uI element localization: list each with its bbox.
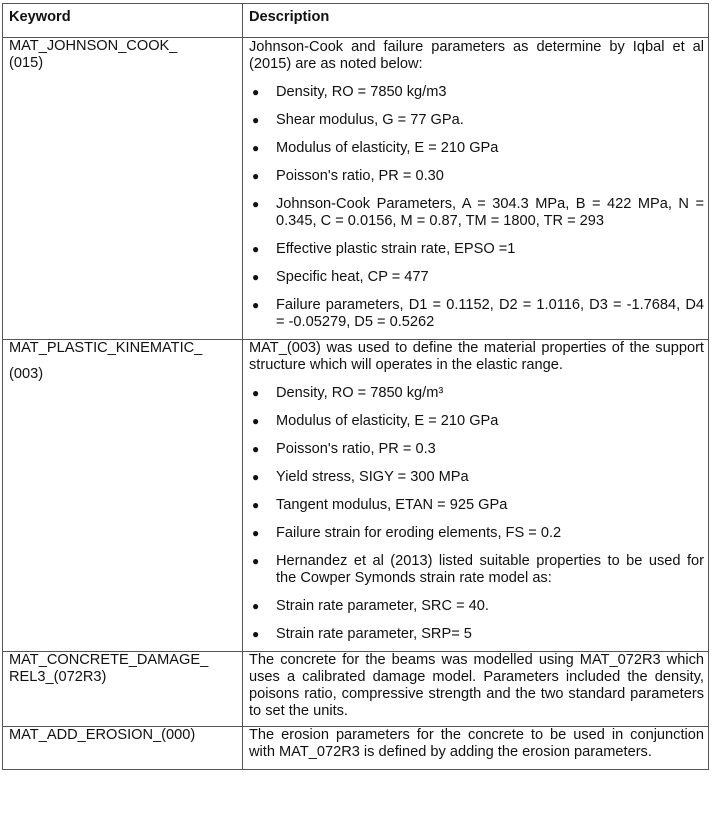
description-cell <box>243 727 709 770</box>
list-item <box>249 598 704 615</box>
list-item-text: Effective plastic strain rate, EPSO =1 <box>276 241 516 257</box>
list-item-text: Hernandez et al (2013) listed suitable properties to be used for the Cowper Symonds strain rate model as: <box>276 553 704 586</box>
list-item-text: Tangent modulus, ETAN = 925 GPa <box>276 497 508 513</box>
list-item <box>249 525 704 542</box>
list-item-text: Yield stress, SIGY = 300 MPa <box>276 469 469 485</box>
list-item-text: Specific heat, CP = 477 <box>276 269 429 285</box>
keyword-cell <box>3 38 243 340</box>
description-intro: The concrete for the beams was modelled using MAT_072R3 which uses a calibrated damage model. Parameters included the density, poisons ratio, compressive strength and the two standard parameters to set the units. <box>249 652 704 719</box>
bullet-dot-icon: ● <box>252 169 260 183</box>
bullet-dot-icon: ● <box>252 197 260 211</box>
list-item-text: Failure strain for eroding elements, FS = 0.2 <box>276 525 562 541</box>
bullet-dot-icon: ● <box>252 85 260 99</box>
list-item-text: Poisson's ratio, PR = 0.30 <box>276 168 444 184</box>
list-item <box>249 241 704 258</box>
keyword-line: MAT_CONCRETE_DAMAGE_ <box>9 652 209 668</box>
description-cell <box>243 340 709 652</box>
list-item <box>249 112 704 129</box>
list-item <box>249 497 704 514</box>
bullet-dot-icon: ● <box>252 270 260 284</box>
bullet-dot-icon: ● <box>252 414 260 428</box>
keyword-cell <box>3 652 243 727</box>
keyword-line: MAT_JOHNSON_COOK_ <box>9 38 178 54</box>
table-row <box>3 652 709 727</box>
bullet-dot-icon: ● <box>252 470 260 484</box>
list-item <box>249 469 704 486</box>
keyword-line: (003) <box>9 366 44 382</box>
bullet-dot-icon: ● <box>252 386 260 400</box>
list-item <box>249 84 704 101</box>
list-item <box>249 196 704 230</box>
description-cell <box>243 652 709 727</box>
list-item-text: Failure parameters, D1 = 0.1152, D2 = 1.0116, D3 = -1.7684, D4 = -0.05279, D5 = 0.5262 <box>276 297 704 330</box>
list-item <box>249 626 704 643</box>
keyword-line: MAT_ADD_EROSION_(000) <box>9 727 196 743</box>
list-item <box>249 553 704 587</box>
list-item-text: Modulus of elasticity, E = 210 GPa <box>276 413 499 429</box>
list-item <box>249 297 704 331</box>
bullet-dot-icon: ● <box>252 599 260 613</box>
bullet-dot-icon: ● <box>252 141 260 155</box>
bullet-list <box>249 84 704 331</box>
bullet-dot-icon: ● <box>252 498 260 512</box>
list-item-text: Poisson's ratio, PR = 0.3 <box>276 441 436 457</box>
list-item <box>249 441 704 458</box>
table-row <box>3 340 709 652</box>
list-item <box>249 140 704 157</box>
keyword-table <box>2 3 709 770</box>
header-row <box>3 4 709 38</box>
keyword-line: MAT_PLASTIC_KINEMATIC_ <box>9 340 203 356</box>
list-item-text: Density, RO = 7850 kg/m³ <box>276 385 444 401</box>
description-intro: Johnson-Cook and failure parameters as determine by Iqbal et al (2015) are as noted below: <box>249 39 704 72</box>
list-item-text: Strain rate parameter, SRC = 40. <box>276 598 489 614</box>
bullet-dot-icon: ● <box>252 298 260 312</box>
bullet-dot-icon: ● <box>252 554 260 568</box>
list-item <box>249 413 704 430</box>
bullet-list <box>249 385 704 643</box>
description-intro: The erosion parameters for the concrete to be used in conjunction with MAT_072R3 is defined by adding the erosion parameters. <box>249 727 704 760</box>
bullet-dot-icon: ● <box>252 113 260 127</box>
table-row <box>3 727 709 770</box>
keyword-line: REL3_(072R3) <box>9 669 107 685</box>
description-header: Description <box>243 4 709 38</box>
keyword-cell <box>3 727 243 770</box>
keyword-header: Keyword <box>3 4 243 38</box>
bullet-dot-icon: ● <box>252 442 260 456</box>
list-item-text: Johnson-Cook Parameters, A = 304.3 MPa, B = 422 MPa, N = 0.345, C = 0.0156, M = 0.87, TM = 1800, TR = 293 <box>276 196 704 229</box>
description-intro: MAT_(003) was used to define the material properties of the support structure which will operates in the elastic range. <box>249 340 704 373</box>
list-item <box>249 385 704 402</box>
keyword-cell <box>3 340 243 652</box>
bullet-dot-icon: ● <box>252 627 260 641</box>
list-item <box>249 269 704 286</box>
description-cell <box>243 38 709 340</box>
keyword-line: (015) <box>9 55 44 71</box>
list-item-text: Density, RO = 7850 kg/m3 <box>276 84 447 100</box>
list-item-text: Modulus of elasticity, E = 210 GPa <box>276 140 499 156</box>
list-item-text: Strain rate parameter, SRP= 5 <box>276 626 472 642</box>
list-item <box>249 168 704 185</box>
bullet-dot-icon: ● <box>252 526 260 540</box>
bullet-dot-icon: ● <box>252 242 260 256</box>
table-row <box>3 38 709 340</box>
list-item-text: Shear modulus, G = 77 GPa. <box>276 112 464 128</box>
